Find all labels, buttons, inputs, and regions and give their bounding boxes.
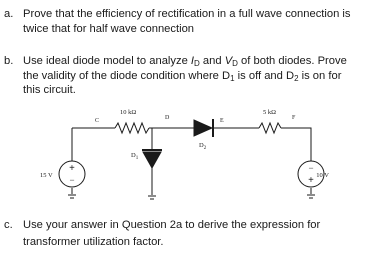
question-a-line-1: Prove that the efficiency of rectification in a full wave connection is [23, 8, 351, 20]
d2-label: $D_2$ [199, 142, 207, 151]
diode-d2 [194, 120, 212, 136]
node-f: F [292, 115, 296, 121]
question-b-label: b. [4, 55, 14, 67]
question-c-line-1: Use your answer in Question 2a to derive the expression for [23, 219, 321, 231]
question-a-line-2: twice that for half wave connection [23, 22, 195, 35]
question-b-line-3: this circuit. [23, 84, 76, 96]
question-c-line-2: transformer utilization factor. [23, 236, 164, 248]
diode-d1 [143, 152, 161, 168]
question-b-line-1: Use ideal diode model to analyze $I_D$ and $V_D$ of both diodes. Prove [23, 55, 347, 68]
resistor-5k [259, 123, 281, 133]
d1-label: $D_1$ [131, 152, 139, 161]
node-d: D [165, 115, 170, 121]
circuit-diagram [30, 102, 330, 210]
source-10v-plus: + [308, 175, 314, 186]
question-a-label: a. [4, 8, 14, 20]
resistor-10k [115, 123, 149, 133]
wire-top-right [281, 128, 311, 161]
source-15v-minus: − [69, 175, 75, 185]
v2-label: 10 V [316, 172, 329, 179]
r2-label: 5 kΩ [263, 109, 276, 116]
v1-label: 15 V [40, 172, 53, 179]
source-15v-plus: + [69, 163, 75, 174]
question-c-label: c. [4, 219, 13, 231]
r1-label: 10 kΩ [120, 109, 137, 116]
source-10v-minus: − [308, 163, 314, 173]
node-c: C [95, 118, 100, 124]
node-e: E [220, 118, 224, 124]
question-b-line-2: the validity of the diode condition where $D_1$ is off and $D_2$ is on for [23, 69, 342, 83]
